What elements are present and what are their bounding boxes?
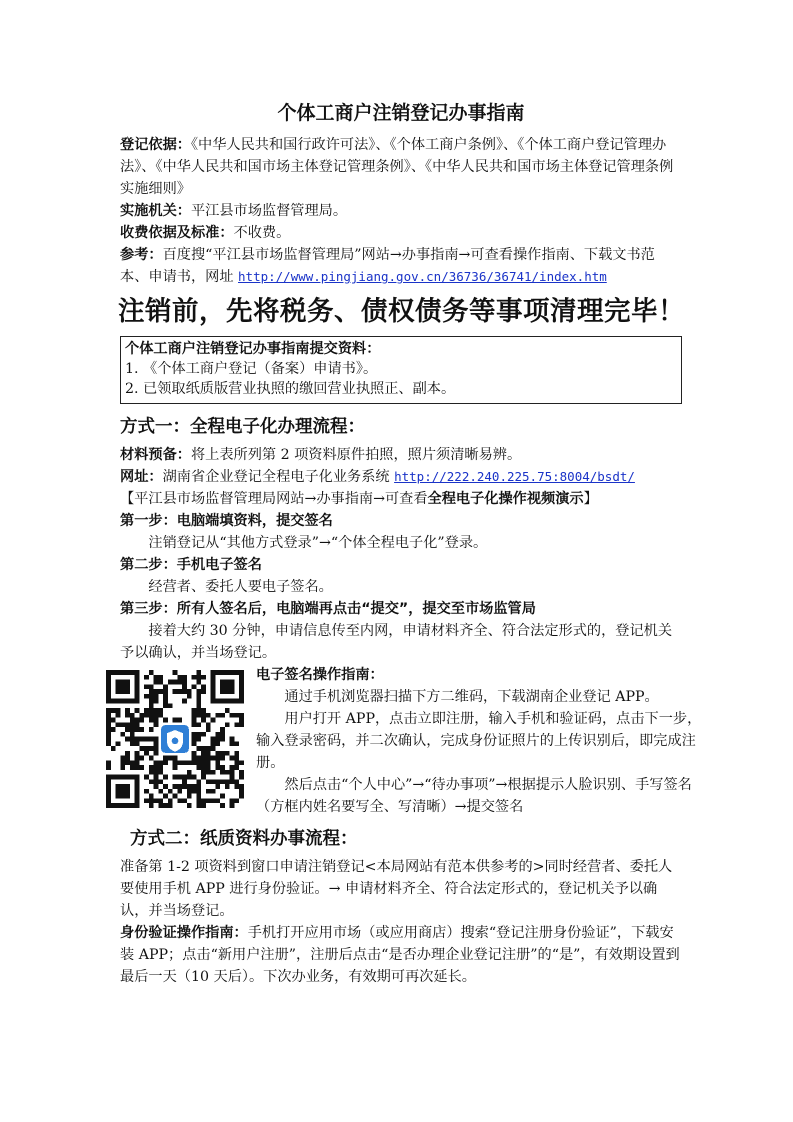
site-label: 网址： [120, 469, 163, 485]
esign-text-block [256, 664, 712, 818]
step1-title: 第一步：电脑端填资料，提交签名 [120, 513, 333, 529]
agency-text: 平江县市场监督管理局。 [190, 203, 348, 219]
reference-label: 参考： [120, 247, 163, 263]
method2-heading: 方式二：纸质资料办事流程： [130, 829, 358, 849]
video-prefix: 【平江县市场监督管理局网站→办事指南→可查看 [120, 491, 428, 507]
step2-title: 第二步：手机电子签名 [120, 557, 262, 573]
step2-text: 经营者、委托人要电子签名。 [148, 579, 333, 595]
reference-paragraph [120, 244, 682, 288]
materials-item: 2. 已领取纸质版营业执照的缴回营业执照正、副本。 [125, 381, 456, 397]
video-bold: 全程电子化操作视频演示 [427, 491, 584, 507]
video-suffix: 】 [583, 491, 598, 507]
esign-p1: 通过手机浏览器扫描下方二维码，下载湖南企业登记 APP。 [284, 689, 659, 705]
id-verify-text: 手机打开应用市场（或应用商店）搜索“登记注册身份验证”，下载安装 APP；点击“新用户注册”，注册后点击“是否办理企业登记注册”的“是”，有效期设置到最后一天（10 天后）。下次办业务，有效期可再次延长。 [120, 925, 680, 985]
step3-title: 第三步：所有人签名后，电脑端再点击“提交”，提交至市场监管局 [120, 601, 536, 617]
site-link[interactable]: http://222.240.225.75:8004/bsdt/ [394, 469, 635, 484]
qr-code-icon [106, 670, 244, 808]
agency-paragraph [120, 200, 682, 222]
fee-paragraph [120, 222, 682, 244]
method1-heading: 方式一：全程电子化办理流程： [120, 417, 365, 437]
id-verify-label: 身份验证操作指南： [120, 925, 248, 941]
document-page [118, 100, 702, 988]
step1-text: 注销登记从“其他方式登录”→“个体全程电子化”登录。 [148, 535, 488, 551]
materials-item: 1. 《个体工商户登记（备案）申请书》。 [125, 361, 378, 377]
page-title: 个体工商户注销登记办事指南 [277, 102, 525, 124]
prep-paragraph [120, 444, 682, 466]
step3-text: 接着大约 30 分钟，申请信息传至内网，申请材料齐全、符合法定形式的，登记机关予以确认，并当场登记。 [120, 623, 673, 661]
warning-banner: 注销前，先将税务、债权债务等事项清理完毕！ [118, 296, 685, 327]
prep-text: 将上表所列第 2 项资料原件拍照，照片须清晰易辨。 [190, 447, 522, 463]
basis-paragraph [120, 134, 682, 200]
video-paragraph [120, 488, 682, 510]
esign-p2: 用户打开 APP，点击立即注册，输入手机和验证码，点击下一步，输入登录密码，并二次确认，完成身份证照片的上传识别后，即完成注册。 [256, 711, 702, 771]
id-verify-paragraph [120, 922, 682, 988]
method2-text: 准备第 1-2 项资料到窗口申请注销登记<本局网站有范本供参考的>同时经营者、委托人要使用手机 APP 进行身份验证。→ 申请材料齐全、符合法定形式的，登记机关予以确认，并当场登记。 [120, 859, 673, 919]
fee-text: 不收费。 [233, 225, 291, 241]
site-text: 湖南省企业登记全程电子化业务系统 [162, 469, 395, 485]
esign-p3: 然后点击“个人中心”→“待办事项”→根据提示人脸识别、手写签名（方框内姓名要写全、写清晰）→提交签名 [256, 777, 692, 815]
materials-box [120, 336, 682, 404]
basis-label: 登记依据： [120, 137, 191, 153]
esign-section [120, 664, 702, 815]
site-paragraph [120, 466, 682, 488]
reference-link[interactable]: http://www.pingjiang.gov.cn/36736/36741/index.htm [238, 269, 607, 284]
materials-heading: 个体工商户注销登记办事指南提交资料： [125, 341, 381, 357]
basis-text: 《中华人民共和国行政许可法》、《个体工商户条例》、《个体工商户登记管理办法》、《中华人民共和国市场主体登记管理条例》、《中华人民共和国市场主体登记管理条例实施细则》 [120, 137, 674, 197]
fee-label: 收费依据及标准： [120, 225, 234, 241]
reference-text: 百度搜“平江县市场监督管理局”网站→办事指南→可查看操作指南、下载文书范本、申请书，网址 [120, 247, 655, 285]
esign-heading: 电子签名操作指南： [256, 667, 384, 683]
prep-label: 材料预备： [120, 447, 191, 463]
agency-label: 实施机关： [120, 203, 191, 219]
